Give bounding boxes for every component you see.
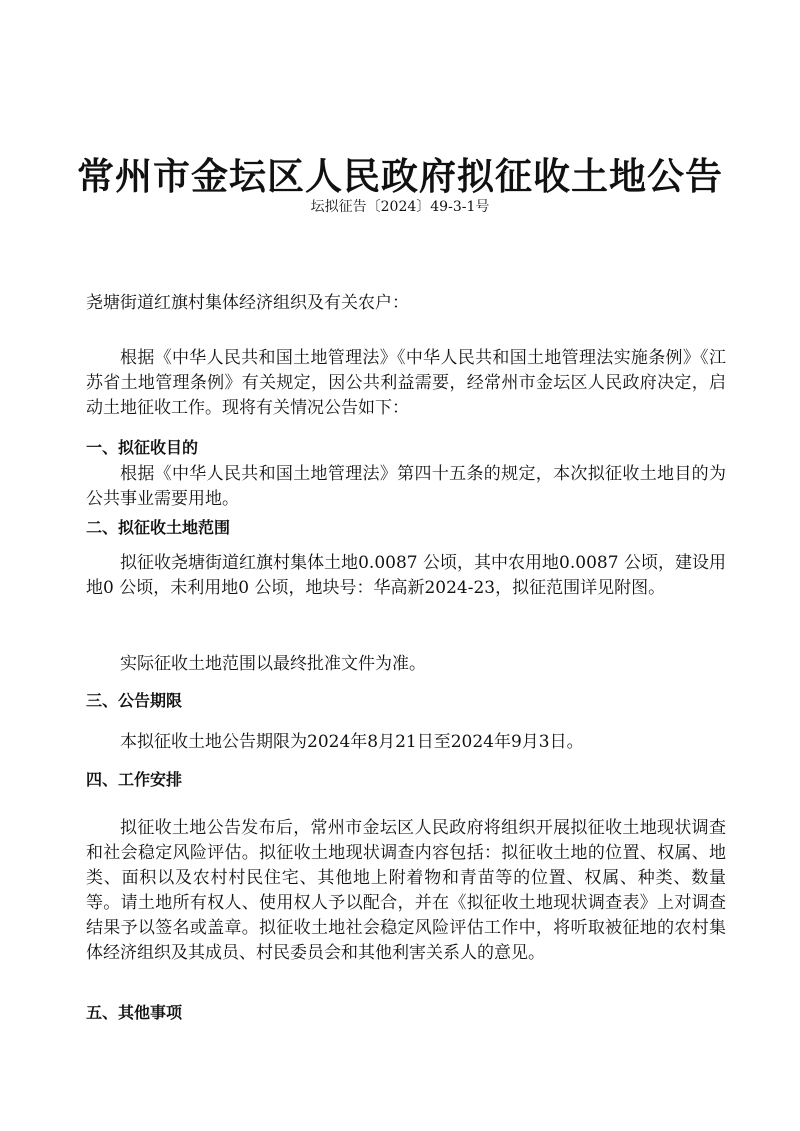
section-4-heading: 四、工作安排 — [86, 770, 183, 789]
section-1-body: 根据《中华人民共和国土地管理法》第四十五条的规定，本次拟征收土地目的为公共事业需要用地。 — [86, 464, 726, 509]
section-5-heading: 五、其他事项 — [86, 1003, 183, 1022]
section-2-body: 拟征收尧塘街道红旗村集体土地0.0087 公顷，其中农用地0.0087 公顷，建设用地0 公顷，未利用地0 公顷，地块号：华高新2024-23，拟征范围详见附图。 — [86, 553, 726, 598]
section-2-heading: 二、拟征收土地范围 — [86, 518, 231, 537]
section-2-body-2: 实际征收土地范围以最终批准文件为准。 — [120, 654, 426, 674]
salutation: 尧塘街道红旗村集体经济组织及有关农户： — [86, 293, 409, 313]
section-4-body: 拟征收土地公告发布后，常州市金坛区人民政府将组织开展拟征收土地现状调查和社会稳定风险评估。拟征收土地现状调查内容包括：拟征收土地的位置、权属、地类、面积以及农村村民住宅、其他地上附着物和青苗等的位置、权属、种类、数量等。请土地所有权人、使用权人予以配合，并在《拟征收土地现状调查表》上对调查结果予以签名或盖章。拟征收土地社会稳定风险评估工作中，将听取被征地的农村集体经济组织及其成员、村民委员会和其他利害关系人的意见。 — [86, 818, 726, 963]
intro-paragraph: 根据《中华人民共和国土地管理法》《中华人民共和国土地管理法实施条例》《江苏省土地管理条例》有关规定，因公共利益需要，经常州市金坛区人民政府决定，启动土地征收工作。现将有关情况公告如下： — [86, 348, 726, 418]
document-number: 坛拟征告〔2024〕49-3-1号 — [310, 199, 490, 215]
section-3-body: 本拟征收土地公告期限为2024年8月21日至2024年9月3日。 — [120, 732, 584, 752]
section-3-heading: 三、公告期限 — [86, 691, 183, 710]
document-title: 常州市金坛区人民政府拟征收土地公告 — [77, 154, 723, 198]
section-1-heading: 一、拟征收目的 — [86, 438, 199, 457]
